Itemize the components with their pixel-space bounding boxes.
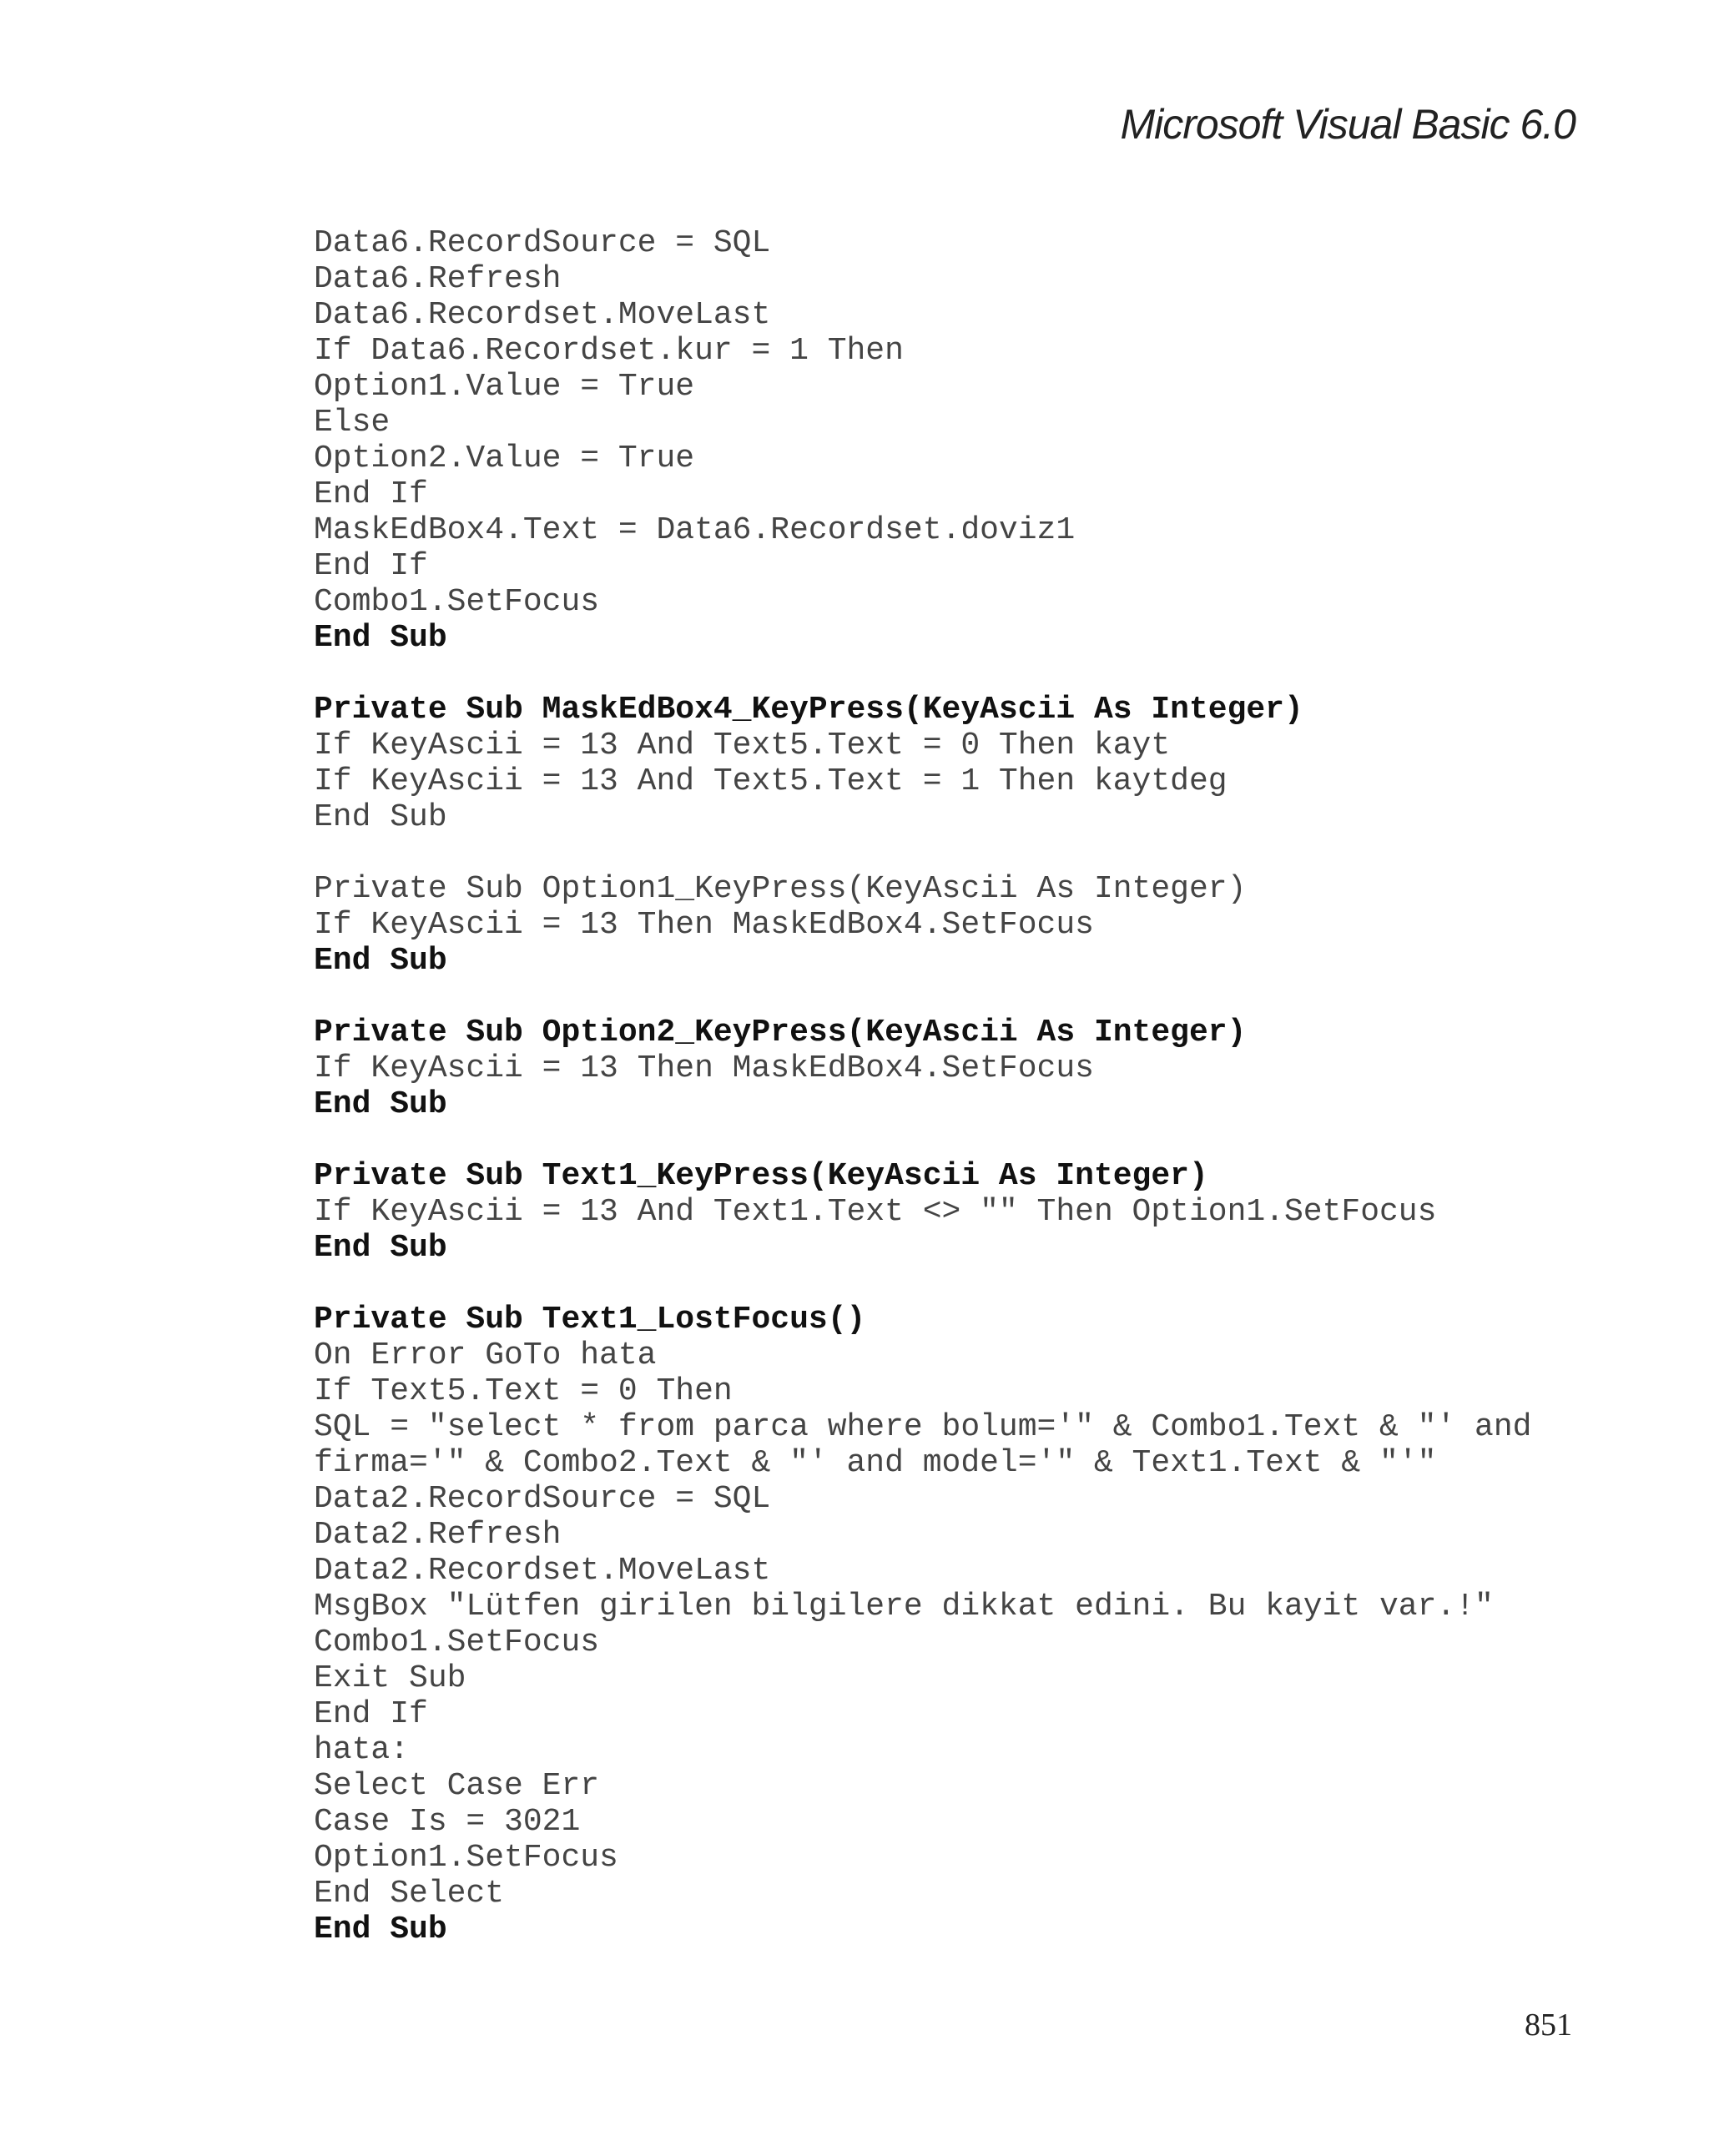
code-line: Private Sub Text1_KeyPress(KeyAscii As Integer) xyxy=(314,1158,1208,1194)
code-line: End Sub xyxy=(314,943,447,979)
code-line: End Sub xyxy=(314,1912,447,1947)
code-line: SQL = "select * from parca where bolum='" & Combo1.Text & "' and xyxy=(314,1409,1532,1445)
code-line: MaskEdBox4.Text = Data6.Recordset.doviz1 xyxy=(314,512,1076,548)
code-line: End Sub xyxy=(314,1230,447,1266)
code-line: If KeyAscii = 13 And Text5.Text = 1 Then kaytdeg xyxy=(314,763,1228,799)
code-blank-line xyxy=(314,1122,1616,1158)
code-line: Select Case Err xyxy=(314,1768,600,1804)
code-blank-line xyxy=(314,1266,1616,1302)
code-line: End If xyxy=(314,476,428,512)
code-line: Combo1.SetFocus xyxy=(314,1625,600,1660)
code-line: Private Sub MaskEdBox4_KeyPress(KeyAscii As Integer) xyxy=(314,692,1303,728)
code-line: firma='" & Combo2.Text & "' and model='" & Text1.Text & "'" xyxy=(314,1445,1437,1481)
code-line: MsgBox "Lütfen girilen bilgilere dikkat edini. Bu kayit var.!" xyxy=(314,1589,1494,1625)
code-line: End Sub xyxy=(314,1086,447,1122)
code-line: Data2.Refresh xyxy=(314,1517,562,1553)
code-line: End Sub xyxy=(314,799,447,835)
page-number: 851 xyxy=(1525,2007,1572,2043)
code-line: Data6.RecordSource = SQL xyxy=(314,225,771,261)
code-line: Data6.Refresh xyxy=(314,261,562,297)
code-line: Private Sub Text1_LostFocus() xyxy=(314,1302,866,1337)
code-line: If KeyAscii = 13 And Text1.Text <> "" Then Option1.SetFocus xyxy=(314,1194,1437,1230)
code-line: Private Sub Option1_KeyPress(KeyAscii As Integer) xyxy=(314,871,1247,907)
code-line: End If xyxy=(314,1696,428,1732)
code-blank-line xyxy=(314,979,1616,1015)
code-line: Case Is = 3021 xyxy=(314,1804,581,1840)
code-line: Data6.Recordset.MoveLast xyxy=(314,297,771,333)
code-line: If KeyAscii = 13 And Text5.Text = 0 Then kayt xyxy=(314,728,1171,763)
code-blank-line xyxy=(314,835,1616,871)
code-line: hata: xyxy=(314,1732,410,1768)
code-line: If KeyAscii = 13 Then MaskEdBox4.SetFocus xyxy=(314,907,1094,943)
code-line: Combo1.SetFocus xyxy=(314,584,600,620)
code-line: Data2.RecordSource = SQL xyxy=(314,1481,771,1517)
code-line: Data2.Recordset.MoveLast xyxy=(314,1553,771,1589)
code-line: Option2.Value = True xyxy=(314,441,695,476)
code-line: On Error GoTo hata xyxy=(314,1337,657,1373)
code-line: Option1.Value = True xyxy=(314,369,695,405)
code-line: Option1.SetFocus xyxy=(314,1840,618,1876)
code-line: Private Sub Option2_KeyPress(KeyAscii As Integer) xyxy=(314,1015,1247,1050)
code-listing xyxy=(314,225,1616,1947)
code-line: End If xyxy=(314,548,428,584)
code-line: If KeyAscii = 13 Then MaskEdBox4.SetFocus xyxy=(314,1050,1094,1086)
code-line: Else xyxy=(314,405,391,441)
code-line: End Select xyxy=(314,1876,505,1912)
code-line: If Text5.Text = 0 Then xyxy=(314,1373,733,1409)
code-line: Exit Sub xyxy=(314,1660,466,1696)
code-line: If Data6.Recordset.kur = 1 Then xyxy=(314,333,904,369)
code-line: End Sub xyxy=(314,620,447,656)
running-header: Microsoft Visual Basic 6.0 xyxy=(1120,101,1575,148)
code-blank-line xyxy=(314,656,1616,692)
